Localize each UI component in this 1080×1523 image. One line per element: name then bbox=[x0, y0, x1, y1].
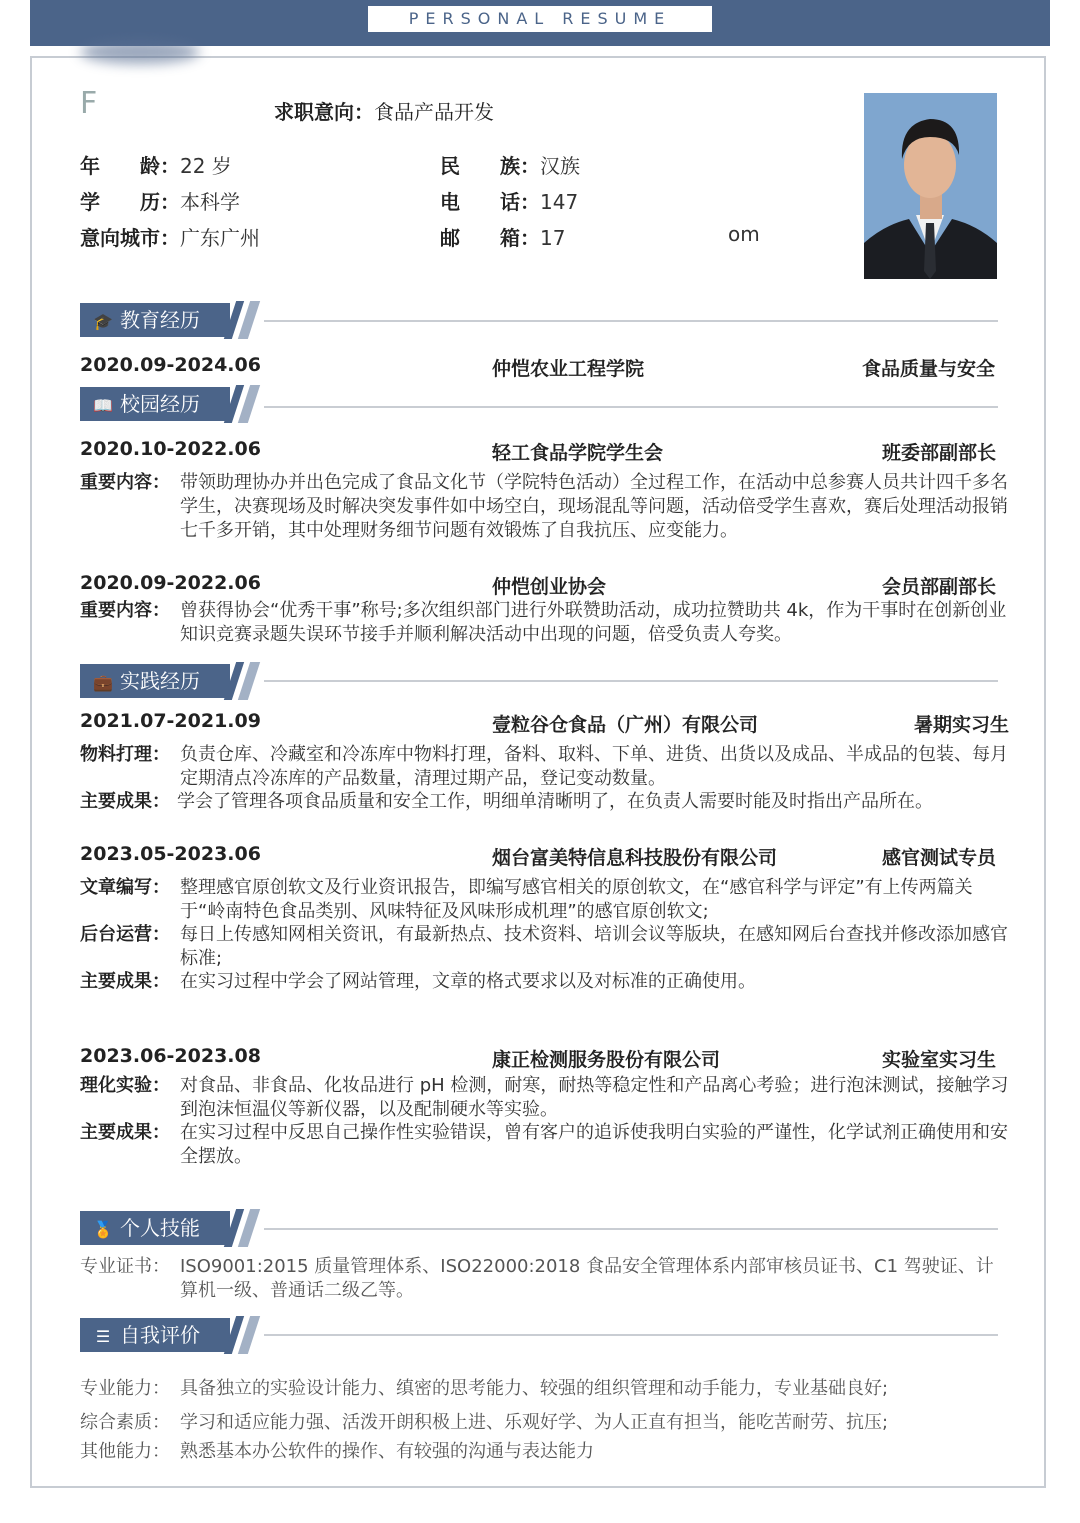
age-label: 年 龄： bbox=[80, 154, 180, 178]
practice-1-org: 壹粒谷仓食品（广州）有限公司 bbox=[492, 714, 759, 736]
eval-label: 专业能力： bbox=[80, 1378, 170, 1399]
education-value: 本科学 bbox=[180, 190, 240, 214]
self-eval-1 bbox=[80, 1377, 1010, 1401]
age-value: 22 岁 bbox=[180, 154, 232, 178]
section-practice-header bbox=[80, 664, 230, 698]
graduation-cap-icon: 🎓 bbox=[93, 312, 113, 331]
city-label: 意向城市： bbox=[80, 226, 180, 250]
item-label: 物料打理： bbox=[80, 744, 170, 765]
item-text: 在实习过程中反思自己操作性实验错误，曾有客户的追诉使我明白实验的严谨性，化学试剂正确使用和安全摆放。 bbox=[180, 1122, 1008, 1167]
content-text: 曾获得协会“优秀干事”称号;多次组织部门进行外联赞助活动，成功拉赞助共 4k，作为干事时在创新创业知识竞赛录题失误环节接手并顺利解决活动中出现的问题，倍受负责人夸奖。 bbox=[180, 600, 1007, 645]
practice-2-item-2 bbox=[80, 923, 1010, 971]
campus-1-period: 2020.10-2022.06 bbox=[80, 438, 261, 460]
objective-label: 求职意向： bbox=[274, 100, 374, 124]
item-label: 后台运营： bbox=[80, 924, 170, 945]
section-title: 校园经历 bbox=[120, 392, 200, 416]
section-title: 自我评价 bbox=[120, 1323, 200, 1347]
item-text: 整理感官原创软文及行业资讯报告，即编写感官相关的原创软文，在“感官科学与评定”有上传两篇关于“岭南特色食品类别、风味特征及风味形成机理”的感官原创软文; bbox=[180, 877, 973, 922]
phone-field bbox=[440, 186, 578, 215]
item-label: 主要成果： bbox=[80, 1122, 170, 1143]
ethnicity-field bbox=[440, 150, 580, 179]
practice-2-period: 2023.05-2023.06 bbox=[80, 843, 261, 865]
section-divider bbox=[264, 680, 998, 682]
item-text: 在实习过程中学会了网站管理，文章的格式要求以及对标准的正确使用。 bbox=[180, 971, 756, 992]
skills-label: 专业证书： bbox=[80, 1256, 170, 1277]
item-text: 对食品、非食品、化妆品进行 pH 检测，耐寒，耐热等稳定性和产品离心考验；进行泡沫测试，接触学习到泡沫恒温仪等新仪器，以及配制硬水等实验。 bbox=[180, 1075, 1009, 1120]
section-skills-header bbox=[80, 1211, 230, 1245]
section-title: 个人技能 bbox=[120, 1216, 200, 1240]
item-label: 文章编写： bbox=[80, 877, 170, 898]
practice-3-item-1 bbox=[80, 1074, 1010, 1122]
section-title: 教育经历 bbox=[120, 308, 200, 332]
education-label: 学 历： bbox=[80, 190, 180, 214]
education-field bbox=[80, 186, 240, 215]
job-objective bbox=[274, 96, 494, 125]
practice-1-item-1 bbox=[80, 743, 1010, 791]
edu-major: 食品质量与安全 bbox=[862, 358, 996, 380]
email-tail: om bbox=[728, 222, 760, 246]
ethnicity-label: 民 族： bbox=[440, 154, 540, 178]
edu-period: 2020.09-2024.06 bbox=[80, 354, 261, 376]
redaction-blur bbox=[80, 40, 200, 64]
self-eval-3 bbox=[80, 1440, 1010, 1464]
practice-2-role: 感官测试专员 bbox=[882, 847, 997, 869]
email-label: 邮 箱： bbox=[440, 226, 540, 250]
campus-2-period: 2020.09-2022.06 bbox=[80, 572, 261, 594]
section-divider bbox=[264, 1334, 998, 1336]
item-text: 负责仓库、冷藏室和冷冻库中物料打理，备料、取料、下单、进货、出货以及成品、半成品的包装、每月定期清点冷冻库的产品数量，清理过期产品，登记变动数量。 bbox=[180, 744, 1008, 789]
city-value: 广东广州 bbox=[180, 226, 260, 250]
item-text: 每日上传感知网相关资讯，有最新热点、技术资料、培训会议等版块，在感知网后台查找并修改添加感官标准; bbox=[180, 924, 1008, 969]
resume-banner: PERSONAL RESUME bbox=[368, 6, 712, 32]
edu-school: 仲恺农业工程学院 bbox=[492, 358, 645, 380]
eval-label: 综合素质： bbox=[80, 1412, 170, 1433]
practice-1-item-2 bbox=[80, 790, 1010, 814]
practice-2-org: 烟台富美特信息科技股份有限公司 bbox=[492, 847, 778, 869]
list-icon: ☰ bbox=[95, 1327, 111, 1346]
candidate-name: F bbox=[80, 86, 98, 121]
item-text: 学会了管理各项食品质量和安全工作，明细单清晰明了，在负责人需要时能及时指出产品所在。 bbox=[177, 791, 933, 812]
eval-label: 其他能力： bbox=[80, 1441, 170, 1462]
profile-photo bbox=[864, 93, 997, 279]
content-label: 重要内容： bbox=[80, 472, 170, 493]
practice-3-period: 2023.06-2023.08 bbox=[80, 1045, 261, 1067]
eval-text: 熟悉基本办公软件的操作、有较强的沟通与表达能力 bbox=[180, 1441, 594, 1462]
practice-3-org: 康正检测服务股份有限公司 bbox=[492, 1049, 721, 1071]
section-self-eval-header bbox=[80, 1318, 230, 1352]
campus-1-role: 班委部副部长 bbox=[882, 442, 997, 464]
objective-value: 食品产品开发 bbox=[374, 100, 494, 124]
practice-3-role: 实验室实习生 bbox=[882, 1049, 997, 1071]
skills-certificates bbox=[80, 1255, 1010, 1303]
item-label: 主要成果： bbox=[80, 971, 170, 992]
phone-value: 147 bbox=[540, 190, 579, 214]
campus-2-role: 会员部副部长 bbox=[882, 576, 997, 598]
section-education-header bbox=[80, 303, 230, 337]
eval-text: 具备独立的实验设计能力、缜密的思考能力、较强的组织管理和动手能力，专业基础良好; bbox=[180, 1378, 889, 1399]
age-field bbox=[80, 150, 232, 179]
email-field bbox=[440, 222, 565, 251]
city-field bbox=[80, 222, 260, 251]
section-divider bbox=[264, 320, 998, 322]
self-eval-2 bbox=[80, 1411, 1010, 1435]
content-text: 带领助理协办并出色完成了食品文化节（学院特色活动）全过程工作，在活动中总参赛人员共计四千多名学生，决赛现场及时解决突发事件如中场空白，现场混乱等问题，活动倍受学生喜欢，赛后处理活动报销七千多开销，其中处理财务细节问题有效锻炼了自我抗压、应变能力。 bbox=[180, 472, 1008, 541]
ethnicity-value: 汉族 bbox=[540, 154, 580, 178]
item-label: 主要成果： bbox=[80, 791, 170, 812]
practice-1-role: 暑期实习生 bbox=[914, 714, 1010, 736]
practice-2-item-3 bbox=[80, 970, 1010, 994]
section-title: 实践经历 bbox=[120, 669, 200, 693]
campus-1-org: 轻工食品学院学生会 bbox=[492, 442, 664, 464]
phone-label: 电 话： bbox=[440, 190, 540, 214]
campus-1-content bbox=[80, 471, 1010, 543]
award-icon: 🏅 bbox=[93, 1220, 113, 1239]
skills-text: ISO9001:2015 质量管理体系、ISO22000:2018 食品安全管理体系内部审核员证书、C1 驾驶证、计算机一级、普通话二级乙等。 bbox=[180, 1256, 994, 1301]
email-value: 17 bbox=[540, 226, 566, 250]
campus-2-content bbox=[80, 599, 1010, 647]
eval-text: 学习和适应能力强、活泼开朗积极上进、乐观好学、为人正直有担当，能吃苦耐劳、抗压; bbox=[180, 1412, 889, 1433]
book-icon: 📖 bbox=[93, 396, 113, 415]
practice-1-period: 2021.07-2021.09 bbox=[80, 710, 261, 732]
campus-2-org: 仲恺创业协会 bbox=[492, 576, 607, 598]
section-campus-header bbox=[80, 387, 230, 421]
item-label: 理化实验： bbox=[80, 1075, 170, 1096]
briefcase-icon: 💼 bbox=[93, 673, 113, 692]
practice-2-item-1 bbox=[80, 876, 1010, 924]
section-divider bbox=[264, 406, 998, 408]
content-label: 重要内容： bbox=[80, 600, 170, 621]
practice-3-item-2 bbox=[80, 1121, 1010, 1169]
section-divider bbox=[264, 1228, 998, 1230]
